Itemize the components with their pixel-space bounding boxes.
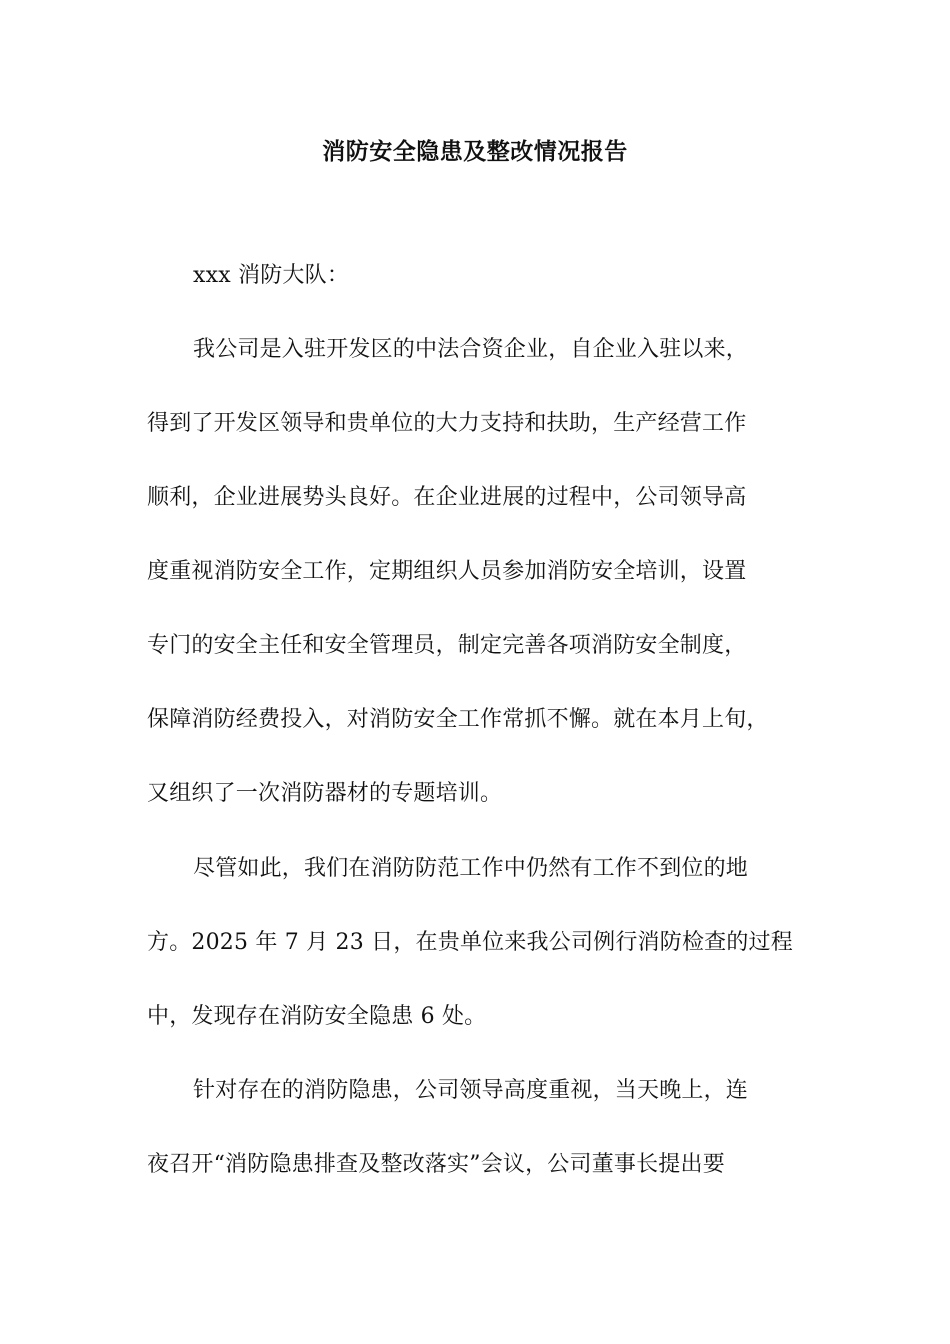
- paragraph-line: 针对存在的消防隐患，公司领导高度重视，当天晚上，连: [193, 1078, 749, 1103]
- paragraph-line: 尽管如此，我们在消防防范工作中仍然有工作不到位的地: [193, 856, 749, 881]
- paragraph-line: 中，发现存在消防安全隐患 6 处。: [147, 1004, 487, 1029]
- paragraph-line: 我公司是入驻开发区的中法合资企业，自企业入驻以来，: [193, 337, 749, 362]
- paragraph-line: 得到了开发区领导和贵单位的大力支持和扶助，生产经营工作: [147, 411, 747, 436]
- paragraph-line: 专门的安全主任和安全管理员，制定完善各项消防安全制度，: [147, 633, 747, 658]
- paragraph-line: 度重视消防安全工作，定期组织人员参加消防安全培训，设置: [147, 559, 747, 584]
- paragraph-line: 又组织了一次消防器材的专题培训。: [147, 781, 503, 806]
- paragraph-line: 顺利，企业进展势头良好。在企业进展的过程中，公司领导高: [147, 485, 747, 510]
- salutation: xxx 消防大队：: [193, 263, 350, 288]
- paragraph-line: 方。2025 年 7 月 23 日，在贵单位来我公司例行消防检查的过程: [147, 930, 793, 955]
- paragraph-line: 夜召开“消防隐患排查及整改落实”会议，公司董事长提出要: [147, 1152, 725, 1177]
- paragraph-line: 保障消防经费投入，对消防安全工作常抓不懈。就在本月上旬，: [147, 707, 769, 732]
- document-title: 消防安全隐患及整改情况报告: [322, 138, 628, 165]
